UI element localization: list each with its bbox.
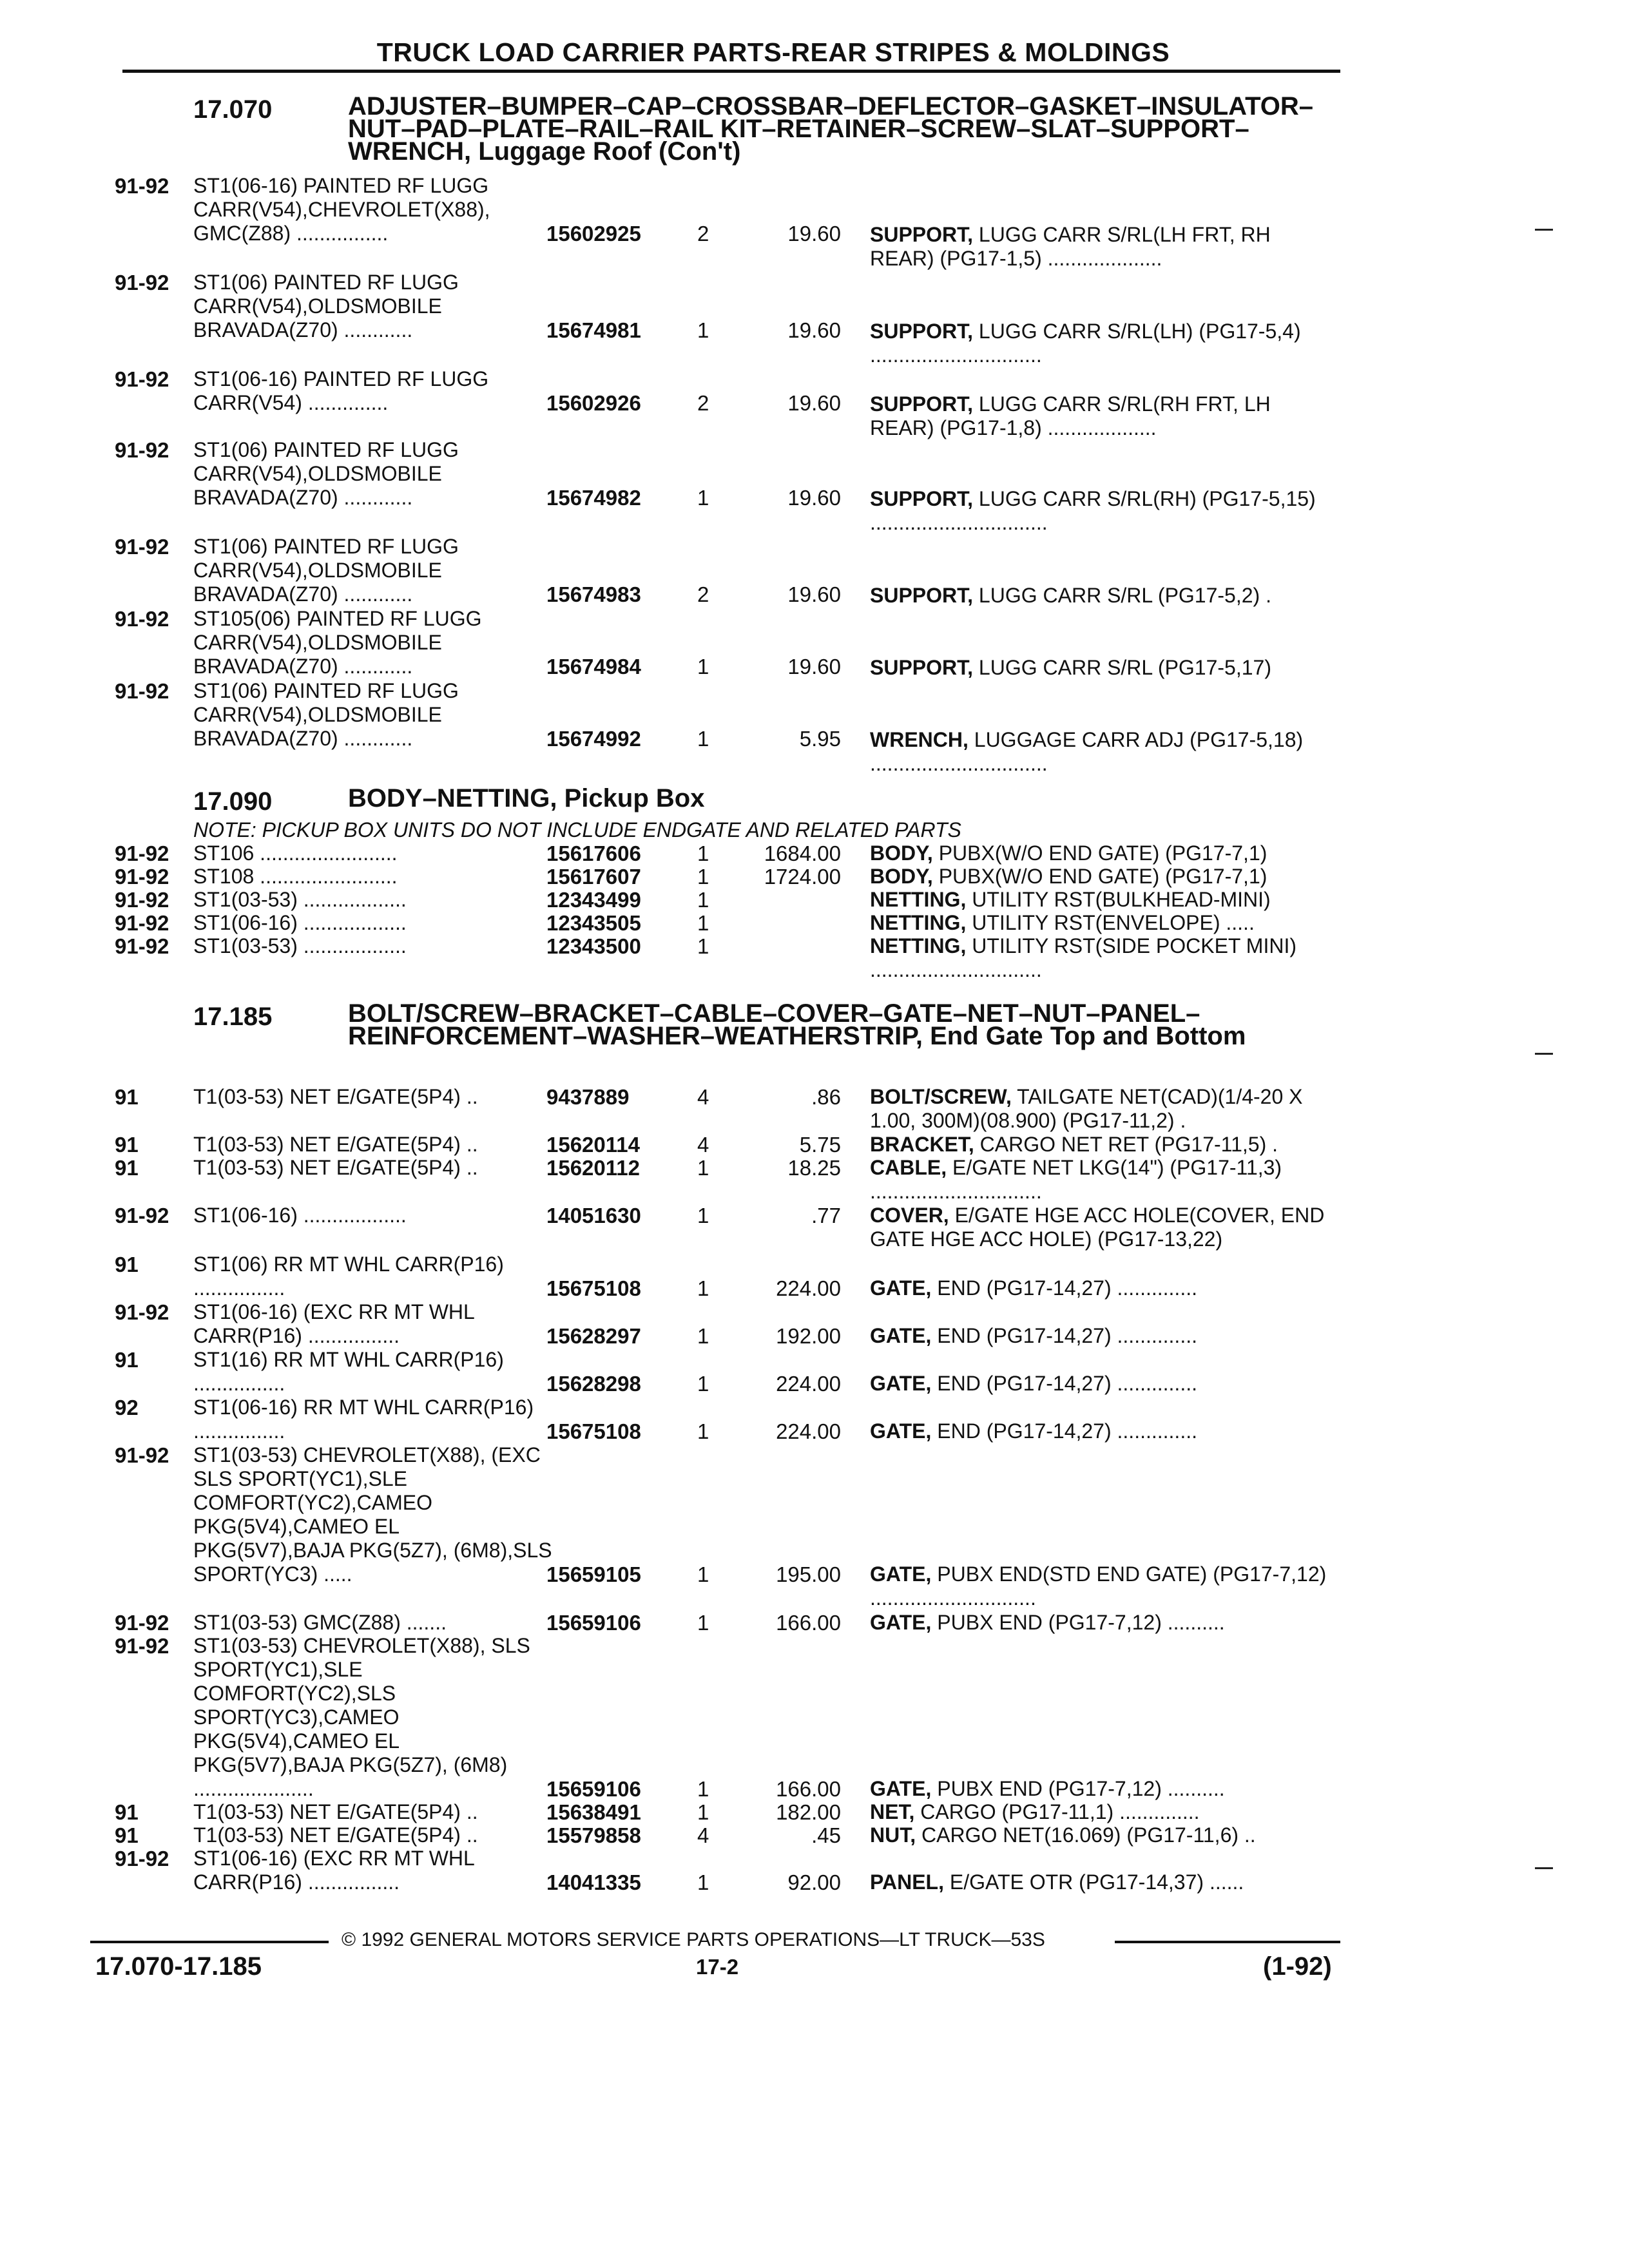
description: GATE, PUBX END (PG17-7,12) .......... — [870, 1611, 1225, 1634]
note: NOTE: PICKUP BOX UNITS DO NOT INCLUDE ENDGATE AND RELATED PARTS — [193, 818, 961, 841]
description: NET, CARGO (PG17-11,1) .............. — [870, 1800, 1200, 1823]
quantity: 2 — [697, 222, 709, 245]
description: SUPPORT, LUGG CARR S/RL(RH FRT, LH REAR) (PG17-1,8) ................... — [870, 392, 1271, 439]
quantity: 1 — [697, 655, 709, 678]
price: 1724.00 — [764, 865, 841, 889]
quantity: 1 — [697, 1419, 709, 1443]
description: WRENCH, LUGGAGE CARR ADJ (PG17-5,18) ............................... — [870, 728, 1304, 775]
part-number: 15617607 — [546, 865, 641, 889]
model-year: 91-92 — [115, 1634, 169, 1658]
application: T1(03-53) NET E/GATE(5P4) .. — [193, 1823, 478, 1847]
quantity: 4 — [697, 1823, 709, 1847]
change-mark — [1535, 1867, 1553, 1869]
price: 1684.00 — [764, 841, 841, 865]
section-code: 17.090 — [193, 787, 273, 816]
quantity: 1 — [697, 727, 709, 751]
description: NETTING, UTILITY RST(BULKHEAD-MINI) — [870, 888, 1271, 911]
price: 166.00 — [776, 1777, 841, 1801]
change-mark — [1535, 1053, 1553, 1055]
model-year: 91 — [115, 1133, 139, 1157]
description: COVER, E/GATE HGE ACC HOLE(COVER, END GATE HGE ACC HOLE) (PG17-13,22) — [870, 1204, 1325, 1251]
description: SUPPORT, LUGG CARR S/RL(LH FRT, RH REAR) (PG17-1,5) .................... — [870, 223, 1271, 270]
footer-section-range: 17.070-17.185 — [95, 1952, 262, 1981]
part-number: 15674984 — [546, 655, 641, 678]
quantity: 1 — [697, 934, 709, 958]
quantity: 1 — [697, 1324, 709, 1348]
part-number: 15659106 — [546, 1611, 641, 1635]
application: T1(03-53) NET E/GATE(5P4) .. — [193, 1800, 478, 1823]
application: ST1(06-16) RR MT WHL CARR(P16) ................ — [193, 1396, 534, 1443]
quantity: 1 — [697, 486, 709, 510]
footer-page-number: 17-2 — [696, 1955, 739, 1979]
application: ST1(03-53) GMC(Z88) ....... — [193, 1611, 447, 1634]
model-year: 91-92 — [115, 438, 169, 462]
model-year: 91-92 — [115, 1611, 169, 1635]
description: CABLE, E/GATE NET LKG(14") (PG17-11,3) .............................. — [870, 1156, 1282, 1203]
model-year: 91-92 — [115, 679, 169, 703]
application: ST1(06) PAINTED RF LUGG CARR(V54),OLDSMOBILE BRAVADA(Z70) ............ — [193, 438, 459, 509]
price: 224.00 — [776, 1419, 841, 1443]
quantity: 1 — [697, 1800, 709, 1824]
quantity: 1 — [697, 1777, 709, 1801]
part-number: 15617606 — [546, 841, 641, 865]
application: ST1(03-53) CHEVROLET(X88), SLS SPORT(YC1),SLE COMFORT(YC2),SLS SPORT(YC3),CAMEO PKG(5V4),CAMEO EL PKG(5V7),BAJA PKG(5Z7), (6M8) ..................... — [193, 1634, 530, 1800]
description: GATE, END (PG17-14,27) .............. — [870, 1324, 1197, 1347]
description: SUPPORT, LUGG CARR S/RL(RH) (PG17-5,15) ............................... — [870, 487, 1316, 534]
part-number: 15674983 — [546, 582, 641, 606]
application: ST1(06) RR MT WHL CARR(P16) ................ — [193, 1253, 504, 1300]
footer-rule-left — [90, 1941, 329, 1943]
application: ST1(03-53) .................. — [193, 934, 407, 957]
description: NETTING, UTILITY RST(SIDE POCKET MINI) .............................. — [870, 934, 1296, 981]
part-number: 15675108 — [546, 1276, 641, 1300]
model-year: 91-92 — [115, 934, 169, 958]
part-number: 15659105 — [546, 1562, 641, 1586]
model-year: 91-92 — [115, 1204, 169, 1227]
part-number: 15602926 — [546, 391, 641, 415]
model-year: 91 — [115, 1348, 139, 1372]
part-number: 12343499 — [546, 888, 641, 912]
price: 195.00 — [776, 1562, 841, 1586]
section-title: BOLT/SCREW–BRACKET–CABLE–COVER–GATE–NET–NUT–PANEL–REINFORCEMENT–WASHER–WEATHERSTRIP, End Gate Top and Bottom — [348, 999, 1246, 1050]
price: 19.60 — [787, 655, 841, 678]
description: GATE, END (PG17-14,27) .............. — [870, 1419, 1197, 1443]
application: ST1(06-16) (EXC RR MT WHL CARR(P16) ................ — [193, 1300, 474, 1347]
quantity: 1 — [697, 841, 709, 865]
price: 5.95 — [799, 727, 841, 751]
quantity: 1 — [697, 1562, 709, 1586]
model-year: 91 — [115, 1800, 139, 1824]
price: 166.00 — [776, 1611, 841, 1635]
application: ST1(06-16) (EXC RR MT WHL CARR(P16) ................ — [193, 1847, 474, 1894]
part-number: 15638491 — [546, 1800, 641, 1824]
footer-revision-date: (1-92) — [1263, 1952, 1332, 1981]
part-number: 15620112 — [546, 1156, 641, 1180]
page-title: TRUCK LOAD CARRIER PARTS-REAR STRIPES & MOLDINGS — [376, 37, 1170, 67]
title-divider — [122, 70, 1340, 73]
model-year: 91-92 — [115, 367, 169, 391]
price: 18.25 — [787, 1156, 841, 1180]
quantity: 1 — [697, 865, 709, 889]
price: 192.00 — [776, 1324, 841, 1348]
application: ST1(16) RR MT WHL CARR(P16) ................ — [193, 1348, 504, 1395]
description: NETTING, UTILITY RST(ENVELOPE) ..... — [870, 911, 1255, 934]
price: 19.60 — [787, 486, 841, 510]
quantity: 1 — [697, 318, 709, 342]
application: T1(03-53) NET E/GATE(5P4) .. — [193, 1156, 478, 1179]
application: ST108 ........................ — [193, 865, 398, 888]
model-year: 91 — [115, 1156, 139, 1180]
price: 182.00 — [776, 1800, 841, 1824]
part-number: 15628297 — [546, 1324, 641, 1348]
part-number: 15674992 — [546, 727, 641, 751]
part-number: 12343500 — [546, 934, 641, 958]
price: 19.60 — [787, 222, 841, 245]
application: ST1(06-16) PAINTED RF LUGG CARR(V54) .............. — [193, 367, 489, 414]
part-number: 15602925 — [546, 222, 641, 245]
footer-rule-right — [1115, 1941, 1340, 1943]
part-number: 14051630 — [546, 1204, 641, 1227]
application: ST1(06) PAINTED RF LUGG CARR(V54),OLDSMOBILE BRAVADA(Z70) ............ — [193, 535, 459, 606]
quantity: 1 — [697, 1156, 709, 1180]
application: ST105(06) PAINTED RF LUGG CARR(V54),OLDSMOBILE BRAVADA(Z70) ............ — [193, 607, 482, 678]
application: ST1(06-16) .................. — [193, 911, 407, 934]
description: BRACKET, CARGO NET RET (PG17-11,5) . — [870, 1133, 1278, 1156]
price: 92.00 — [787, 1870, 841, 1894]
part-number: 15579858 — [546, 1823, 641, 1847]
quantity: 1 — [697, 1276, 709, 1300]
application: ST1(03-53) .................. — [193, 888, 407, 911]
description: GATE, END (PG17-14,27) .............. — [870, 1372, 1197, 1395]
section-code: 17.070 — [193, 95, 273, 124]
description: BODY, PUBX(W/O END GATE) (PG17-7,1) — [870, 841, 1268, 865]
model-year: 91-92 — [115, 1847, 169, 1870]
quantity: 2 — [697, 582, 709, 606]
quantity: 2 — [697, 391, 709, 415]
part-number: 15675108 — [546, 1419, 641, 1443]
part-number: 15628298 — [546, 1372, 641, 1396]
model-year: 91-92 — [115, 271, 169, 294]
description: PANEL, E/GATE OTR (PG17-14,37) ...... — [870, 1870, 1244, 1894]
application: ST1(06-16) .................. — [193, 1204, 407, 1227]
model-year: 91-92 — [115, 888, 169, 912]
quantity: 1 — [697, 911, 709, 935]
section-title: BODY–NETTING, Pickup Box — [348, 784, 705, 812]
price: .45 — [811, 1823, 841, 1847]
part-number: 9437889 — [546, 1085, 630, 1109]
application: ST1(03-53) CHEVROLET(X88), (EXC SLS SPORT(YC1),SLE COMFORT(YC2),CAMEO PKG(5V4),CAMEO EL PKG(5V7),BAJA PKG(5Z7), (6M8),SLS SPORT(YC3) ..... — [193, 1443, 552, 1586]
model-year: 91-92 — [115, 1300, 169, 1324]
price: .86 — [811, 1085, 841, 1109]
section-title: ADJUSTER–BUMPER–CAP–CROSSBAR–DEFLECTOR–GASKET–INSULATOR–NUT–PAD–PLATE–RAIL–RAIL KIT–RETAINER–SCREW–SLAT–SUPPORT–WRENCH, Luggage Roof (Con't) — [348, 92, 1314, 166]
quantity: 4 — [697, 1085, 709, 1109]
price: .77 — [811, 1204, 841, 1227]
part-number: 15659106 — [546, 1777, 641, 1801]
description: GATE, END (PG17-14,27) .............. — [870, 1276, 1197, 1300]
application: ST106 ........................ — [193, 841, 398, 865]
application: T1(03-53) NET E/GATE(5P4) .. — [193, 1085, 478, 1108]
model-year: 91-92 — [115, 911, 169, 935]
description: SUPPORT, LUGG CARR S/RL (PG17-5,17) — [870, 656, 1271, 679]
price: 5.75 — [799, 1133, 841, 1157]
change-mark — [1535, 229, 1553, 231]
model-year: 91-92 — [115, 841, 169, 865]
application: ST1(06) PAINTED RF LUGG CARR(V54),OLDSMOBILE BRAVADA(Z70) ............ — [193, 271, 459, 341]
price: 224.00 — [776, 1276, 841, 1300]
quantity: 4 — [697, 1133, 709, 1157]
section-code: 17.185 — [193, 1003, 273, 1031]
price: 224.00 — [776, 1372, 841, 1396]
quantity: 1 — [697, 1372, 709, 1396]
model-year: 91-92 — [115, 607, 169, 631]
model-year: 91-92 — [115, 1443, 169, 1467]
description: SUPPORT, LUGG CARR S/RL(LH) (PG17-5,4) .............................. — [870, 320, 1301, 367]
model-year: 91 — [115, 1253, 139, 1276]
description: SUPPORT, LUGG CARR S/RL (PG17-5,2) . — [870, 584, 1271, 607]
part-number: 14041335 — [546, 1870, 641, 1894]
application: ST1(06) PAINTED RF LUGG CARR(V54),OLDSMOBILE BRAVADA(Z70) ............ — [193, 679, 459, 750]
model-year: 91 — [115, 1085, 139, 1109]
model-year: 91-92 — [115, 174, 169, 198]
quantity: 1 — [697, 1204, 709, 1227]
application: T1(03-53) NET E/GATE(5P4) .. — [193, 1133, 478, 1156]
part-number: 12343505 — [546, 911, 641, 935]
quantity: 1 — [697, 1611, 709, 1635]
quantity: 1 — [697, 1870, 709, 1894]
quantity: 1 — [697, 888, 709, 912]
price: 19.60 — [787, 391, 841, 415]
application: ST1(06-16) PAINTED RF LUGG CARR(V54),CHEVROLET(X88), GMC(Z88) ................ — [193, 174, 490, 245]
price: 19.60 — [787, 318, 841, 342]
part-number: 15674982 — [546, 486, 641, 510]
model-year: 91 — [115, 1823, 139, 1847]
description: BOLT/SCREW, TAILGATE NET(CAD)(1/4-20 X 1.00, 300M)(08.900) (PG17-11,2) . — [870, 1085, 1303, 1132]
description: BODY, PUBX(W/O END GATE) (PG17-7,1) — [870, 865, 1268, 888]
description: GATE, PUBX END(STD END GATE) (PG17-7,12) ............................. — [870, 1562, 1327, 1610]
description: GATE, PUBX END (PG17-7,12) .......... — [870, 1777, 1225, 1800]
model-year: 91-92 — [115, 865, 169, 889]
part-number: 15674981 — [546, 318, 641, 342]
model-year: 91-92 — [115, 535, 169, 559]
price: 19.60 — [787, 582, 841, 606]
description: NUT, CARGO NET(16.069) (PG17-11,6) .. — [870, 1823, 1256, 1847]
model-year: 92 — [115, 1396, 139, 1419]
footer-copyright: © 1992 GENERAL MOTORS SERVICE PARTS OPERATIONS—LT TRUCK—53S — [342, 1929, 1045, 1950]
part-number: 15620114 — [546, 1133, 641, 1157]
